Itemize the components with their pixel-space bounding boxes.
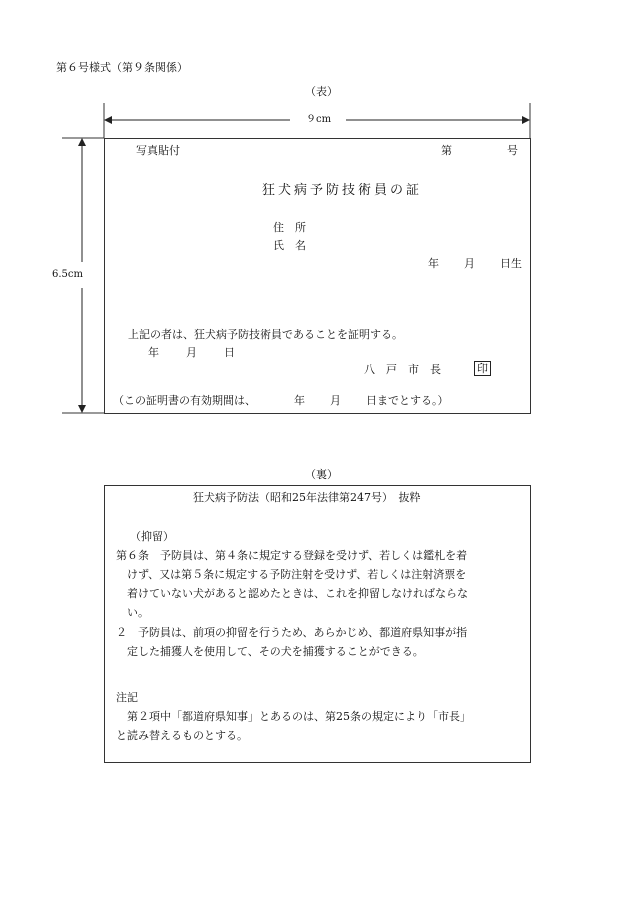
note-line: と読み替えるものとする。 [116,729,248,742]
number-suffix: 号 [507,144,518,157]
validity-prefix: （この証明書の有効期間は、 [113,394,256,407]
certificate-front [104,138,531,414]
validity-suffix: 日までとする。） [366,394,449,407]
birth-month: 月 [464,257,475,270]
law-heading: 狂犬病予防法（昭和25年法律第247号） 抜粋 [193,491,421,504]
address-label: 住 所 [273,221,306,234]
validity-year: 年 [294,394,305,407]
issue-month: 月 [186,346,197,359]
validity-month: 月 [330,394,341,407]
article-line: けず、又は第５条に規定する予防注射を受けず、若しくは注射済票を [127,568,467,581]
width-dimension-label: ９cm [306,114,332,125]
height-dimension-label: 6.5cm [52,269,83,280]
name-label: 氏 名 [273,239,306,252]
photo-label: 写真貼付 [136,144,180,157]
birth-day: 日生 [500,257,522,270]
birth-year: 年 [428,257,439,270]
issuer-name: 八 戸 市 長 [364,363,441,376]
article-line: 定した捕獲人を使用して、その犬を捕獲することができる。 [127,645,424,658]
back-side-label: （裏） [305,468,338,481]
note-line: 第２項中「都道府県知事」とあるのは、第25条の規定により「市長」 [127,710,471,723]
article-line: 第６条 予防員は、第４条に規定する登録を受けず、若しくは鑑札を着 [116,549,468,562]
front-side-label: （表） [305,85,338,98]
article-line: ２ 予防員は、前項の抑留を行うため、あらかじめ、都道府県知事が指 [116,626,468,639]
number-prefix: 第 [441,144,452,157]
article-line: い。 [127,606,149,619]
form-number: 第６号様式（第９条関係） [56,61,188,74]
official-seal-icon: 印 [474,361,491,376]
article-line: 着けていない犬があると認めたときは、これを抑留しなければならな [127,587,468,600]
issue-day: 日 [224,346,235,359]
section-caption: （抑留） [130,530,174,543]
certificate-title: 狂犬病予防技術員の証 [262,183,423,198]
note-label: 注記 [116,691,138,704]
issue-year: 年 [148,346,159,359]
certify-text: 上記の者は、狂犬病予防技術員であることを証明する。 [128,328,403,341]
